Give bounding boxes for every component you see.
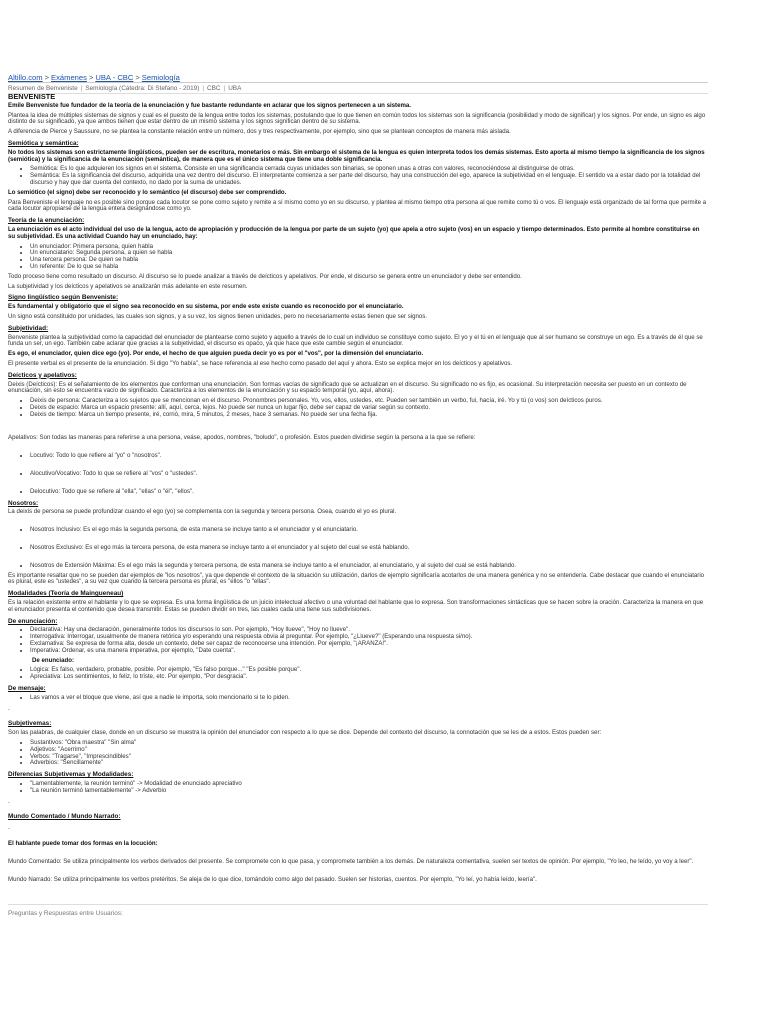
document-info-bar: Resumen de Benveniste | Semiología (Cátedra: Di Stefano - 2019) | CBC | UBA [8, 85, 242, 92]
list-item: • Apreciativa: Los sentimientos, lo feliz, lo triste, etc. Por ejemplo, "Por desgracia". [30, 674, 708, 681]
list [8, 781, 708, 795]
paragraph: No todos los sistemas son estrictamente lingüísticos, pueden ser de escritura, monetarios o más. Sin embargo el sistema de la lengua es quien interpreta todos los demás sistemas. Esto aporta al mismo tiempo la significancia de los signos (semiótica) y la significancia de la enunciación (semántica), de manera que es el único sistema que tiene una doble significancia. [8, 148, 705, 163]
list [8, 563, 708, 570]
list-item: • "Lamentablemente, la reunión terminó" -> Modalidad de enunciado apreciativo [30, 781, 708, 788]
breadcrumb-link-altillo[interactable]: Altillo.com [8, 73, 43, 82]
list [8, 166, 708, 186]
paragraph: El hablante puede tomar dos formas en la locución: [8, 839, 158, 847]
subheading: De enunciado: [32, 656, 74, 664]
list [8, 667, 708, 681]
list-item: • Deixis de tiempo: Marca un tiempo presente, iré, corrió, mira, 5 minutos, 2 meses, hace 3 semanas. No puede ser una fecha fija. [30, 412, 708, 419]
paragraph: La deixis de persona se puede profundizar cuando el ego (yo) se complementa con la segunda y tercera persona. Osea, cuando el yo es plural. [8, 508, 397, 516]
section-heading: Teoría de la enunciación: [8, 217, 85, 225]
separator-dash: - [8, 825, 11, 833]
list [8, 244, 708, 271]
paragraph: Mundo Comentado: Se utiliza principalmente los verbos derivados del presente. Se compromete con lo que pasa, y compromete también a los demás. De naturaleza comentativa, suelen ser textos de opinión. Por ejemplo, "Yo leo, he leído, yo voy a leer". [8, 857, 694, 865]
paragraph: La enunciación es el acto individual del uso de la lengua, acto de apropiación y producción de la lengua por parte de un sujeto (yo) que apela a otro sujeto (vos) en un espacio y tiempo determinados. Esto permite al hombre constituirse en su subjetividad. Es una actividad Cuando hay un enunciado, hay: [8, 225, 700, 240]
breadcrumb-separator: > [44, 73, 50, 82]
list-item: • Un enunciatario: Segunda persona, a quien se habla [30, 250, 708, 257]
list-item: • Deixis de espacio: Marca un espacio presente: allí, aquí, cerca, lejos. No puede ser nunca un lugar fijo, debe ser capaz de variar según su contexto. [30, 405, 708, 412]
list-item: • Interrogativa: Interrogar, usualmente de manera retórica y/o esperando una respuesta obvia al preguntar. Por ejemplo, "¿Llueve?" (Esperando una respuesta si/no). [30, 634, 708, 641]
list-item: • Una tercera persona: De quien se habla [30, 257, 708, 264]
list [8, 627, 708, 654]
section-heading: Deícticos y apelativos: [8, 371, 77, 379]
list-item: • Semiótica: Es lo que adquieren los signos en el sistema. Consiste en una significancia cerrada cuyas unidades son binarias, se oponen unas a otras con valores, reconociéndose al distinguirse de otras. [30, 166, 708, 173]
paragraph: Para Benveniste el lenguaje no es posible sino porque cada locutor se pone como sujeto y remite a sí mismo como yo en su discurso, y plantea al mismo tiempo otra persona al que remite como tú o vos. El lenguaje está organizado de tal forma que permite a cada locutor apropiarse de la lengua entera designándose como yo. [8, 198, 707, 213]
paragraph: Es ego, el enunciador, quien dice ego (yo). Por ende, el hecho de que alguien pueda decir yo es por el "vos", por la dimensión del enunciatario. [8, 350, 424, 358]
paragraph: Es la relación existente entre el hablante y lo que se expresa. Es una forma lingüística de un juicio intelectual afectivo o una voluntad del hablante que lo expresa. Son transformaciones sintácticas que se hacen sobre la oración. Caracteriza la manera en que el enunciador presenta el contenido que desea transmitir. Estas se pueden dividir en tres, las cuales cada una tiene sus subdivisiones. [8, 599, 704, 613]
divider [8, 904, 708, 905]
list-item: • Delocutivo: Todo que se refiere al "ella", "ellas" o "él", "ellos". [30, 489, 708, 496]
paragraph: La subjetividad y los deícticos y apelativos se analizarán más adelante en este resumen. [8, 282, 248, 290]
paragraph: Plantea la idea de múltiples sistemas de signos y cual es el puesto de la lengua entre todos los sistemas, postulando que lo que tienen en común todos los sistemas son la significancia (posibilidad y modo de significar) y los signos. Por ende, un signo es algo distinto de su significado, ya que ambos tienen que estar dentro de un mismo sistema y los signos significan dentro de su sistema. [8, 111, 706, 126]
list-item: • Nosotros Exclusivo: Es el ego más la tercera persona, de esta manera se incluye tanto a el enunciador y al sujeto del cual se está hablando. [30, 545, 708, 552]
section-heading: Subjetivemas: [8, 720, 52, 728]
paragraph: A diferencia de Pierce y Saussure, no se plantea la constante relación entre un número, dos y tres respectivamente, por ejemplo, sino que se plantean conceptos de manera más aislada. [8, 128, 511, 136]
paragraph: Deixis (Deícticos): Es el señalamiento de los elementos que conforman una enunciación. Son formas vacías de significado que se actualizan en el discurso. Su significado no es fijo, es ocasional. Su interpretación necesita ser puesto en un contexto de enunciación, sin esto se encuentra vacío de significado. Caracteriza a los elementos de la enunciación y su espacio temporal (yo, aquí, ahora). [8, 380, 687, 395]
list [8, 740, 708, 767]
section-heading: De mensaje: [8, 685, 46, 693]
paragraph: Mundo Narrado: Se utiliza principalmente los verbos pretéritos. Se aleja de lo que dice, tomándolo como algo del pasado. Suelen ser historias, cuentos. Por ejemplo, "Yo leí, yo había leído, leería". [8, 875, 537, 883]
list-item: • Verbos: "Tragarse", "Imprescindibles" [30, 754, 708, 761]
breadcrumb-link-semiologia[interactable]: Semiología [141, 73, 180, 82]
list [8, 453, 708, 460]
list [8, 527, 708, 534]
separator-dash: - [8, 705, 11, 713]
info-university: UBA [228, 85, 242, 92]
section-heading: Signo lingüístico según Benveniste: [8, 294, 119, 302]
section-heading: Modalidades (Teoría de Maingueneau) [8, 590, 124, 598]
section-heading: Semiótica y semántica: [8, 139, 79, 147]
paragraph: Es fundamental y obligatorio que el signo sea reconocido en su sistema, por ende este existe cuando es reconocido por el enunciatario. [8, 303, 404, 311]
list-item: • Semántica: Es la significancia del discurso, adquirida una vez dentro del discurso. El interpretante comienza a ser parte del discurso, hay una construcción del ego, aparece la subjetividad en el lenguaje. El sentido va a estar dado por la totalidad del discurso y hay que dar cuenta del contexto, no dado por la suma de unidades. [30, 173, 708, 187]
list-item: • Sustantivos: "Obra maestra" "Sin alma" [30, 740, 708, 747]
paragraph: Todo proceso tiene como resultado un discurso. Al discurso se lo puede analizar a través de deícticos y apelativos. Por ende, el discurso se genera entre un enunciador y debe ser entendido. [8, 272, 522, 280]
paragraph: Emile Benveniste fue fundador de la teoría de la enunciación y fue bastante redundante en aclarar que los signos pertenecen a un sistema. [8, 101, 411, 109]
section-heading: Diferencias Subjetivemas y Modalidades: [8, 771, 134, 779]
document-content [8, 94, 708, 886]
paragraph: El presente verbal es el presente de la enunciación. Si digo "Yo había", se hace referencia al ese hecho como pasado del aquí y ahora. Esto se explica mejor en los deícticos y apelativos. [8, 359, 513, 367]
list-item: • Un referente: De lo que se habla [30, 264, 708, 271]
section-heading: Subjetividad: [8, 324, 49, 332]
list-item: • Adjetivos: "Acerrimo" [30, 747, 708, 754]
list-item: • Nosotros Inclusivo: Es el ego más la segunda persona, de esta manera se incluye tanto a el enunciador y el enunciatario. [30, 527, 708, 534]
paragraph: Lo semiótico (el signo) debe ser reconocido y lo semántico (el discurso) debe ser comprendido. [8, 188, 287, 196]
breadcrumb-link-uba-cbc[interactable]: UBA - CBC [95, 73, 134, 82]
list-item: • Las vamos a ver el bloque que viene, así que a nadie le importa, solo mencionarlo si te lo piden. [30, 695, 708, 702]
breadcrumb-separator: > [88, 73, 94, 82]
paragraph: Apelativos: Son todas las maneras para referirse a una persona, veáse, apodos, nombres, "boludo", o profesión. Estos pueden dividirse según la persona a la que se refiere: [8, 434, 476, 442]
list [8, 398, 708, 418]
list-item: • "La reunión terminó lamentablemente" -> Adverbio [30, 788, 708, 795]
info-title: Resumen de Benveniste [8, 85, 78, 92]
list-item: • Imperativa: Ordenar, es una manera imperativa, por ejemplo, "Date cuenta". [30, 648, 708, 655]
section-heading: Mundo Comentado / Mundo Narrado: [8, 813, 121, 821]
list-item: • Lógica: Es falso, verdadero, probable, posible. Por ejemplo, "Es falso porque..." "Es posible porque". [30, 667, 708, 674]
paragraph: Un signo está constituido por unidades, las cuales son signos, y a su vez, los signos tienen unidades, pero no necesariamente estas tienen que ser signos. [8, 312, 428, 320]
list-item: • Alocutivo/Vocativo: Todo lo que se refiere al "vos" o "ustedes". [30, 471, 708, 478]
list-item: • Exclamativa: Se expresa de forma alta, desde un contexto, debe ser capaz de reconocerse una intención. Por ejemplo, "¡ARANZA!". [30, 641, 708, 648]
breadcrumb-separator: > [135, 73, 140, 82]
list-item: • Un enunciador: Primera persona, quien habla [30, 244, 708, 251]
list-item: • Nosotros de Extensión Máxima: Es el ego más la segunda y tercera persona, de esta manera se incluye tanto a el enunciador, al enunciatario, y al sujeto del cual se está hablando. [30, 563, 708, 570]
breadcrumb [8, 73, 180, 82]
info-subject: Semiología (Cátedra: Di Stefano - 2019) [85, 85, 200, 92]
list-item: • Adverbios: "Sencillamente" [30, 760, 708, 767]
section-heading: Nosotros: [8, 499, 39, 507]
list [8, 471, 708, 478]
list-item: • Declarativa: Hay una declaración, generalmente todos los discursos lo son. Por ejemplo, "Hoy llueve", "Hoy no llueve". [30, 627, 708, 634]
list [8, 489, 708, 496]
list-item: • Deixis de persona: Caracteriza a los sujetos que se mencionan en el discurso. Pronombres personales. Yo, vos, ellos, ustedes, etc. Pueden ser también un verbo, fui, hacía, iré. Yo y tú (o vos) son deícticos puros. [30, 398, 708, 405]
paragraph: Son las palabras, de cualquier clase, donde en un discurso se muestra la opinión del enunciador con respecto a lo que se dice. Depende del contexto del discurso, la connotación que se les de a estos. Estos pueden ser: [8, 729, 602, 737]
paragraph: Benveniste plantea la subjetividad como la capacidad del enunciador de plantearse como sujeto y aquello a través de lo cual un individuo se constituye como sujeto. El yo y el tú en el lenguaje que al ser humano se construye un ego. Es a través de él que se funda un ser, un ego. También cabe aclarar que gracias a la subjetividad, el discurso es opaco, ya que hace que este cambie según el enunciador. [8, 333, 703, 348]
breadcrumb-link-examenes[interactable]: Exámenes [51, 73, 87, 82]
divider [8, 82, 708, 83]
list [8, 545, 708, 552]
document-title: BENVENISTE [8, 92, 56, 101]
list-item: • Locutivo: Todo lo que refiere al "yo" o "nosotros". [30, 453, 708, 460]
section-heading: De enunciación: [8, 617, 58, 625]
qa-section-title: Preguntas y Respuestas entre Usuarios: [8, 910, 123, 917]
separator-dash: - [8, 798, 11, 806]
info-level: CBC [207, 85, 221, 92]
list [8, 695, 708, 702]
paragraph: Es importante resaltar que no se pueden dar ejemplos de "los nosotros", ya que depende el contexto de la situación su utilización, darlos de ejemplo significaría acotarlos de una manera genérica y no se entendería. Cabe destacar que cuando el enunciatario es plural, este es "ustedes", a su vez que cuando la tercera persona es plural, es "ellos "o "ellas". [8, 571, 705, 586]
